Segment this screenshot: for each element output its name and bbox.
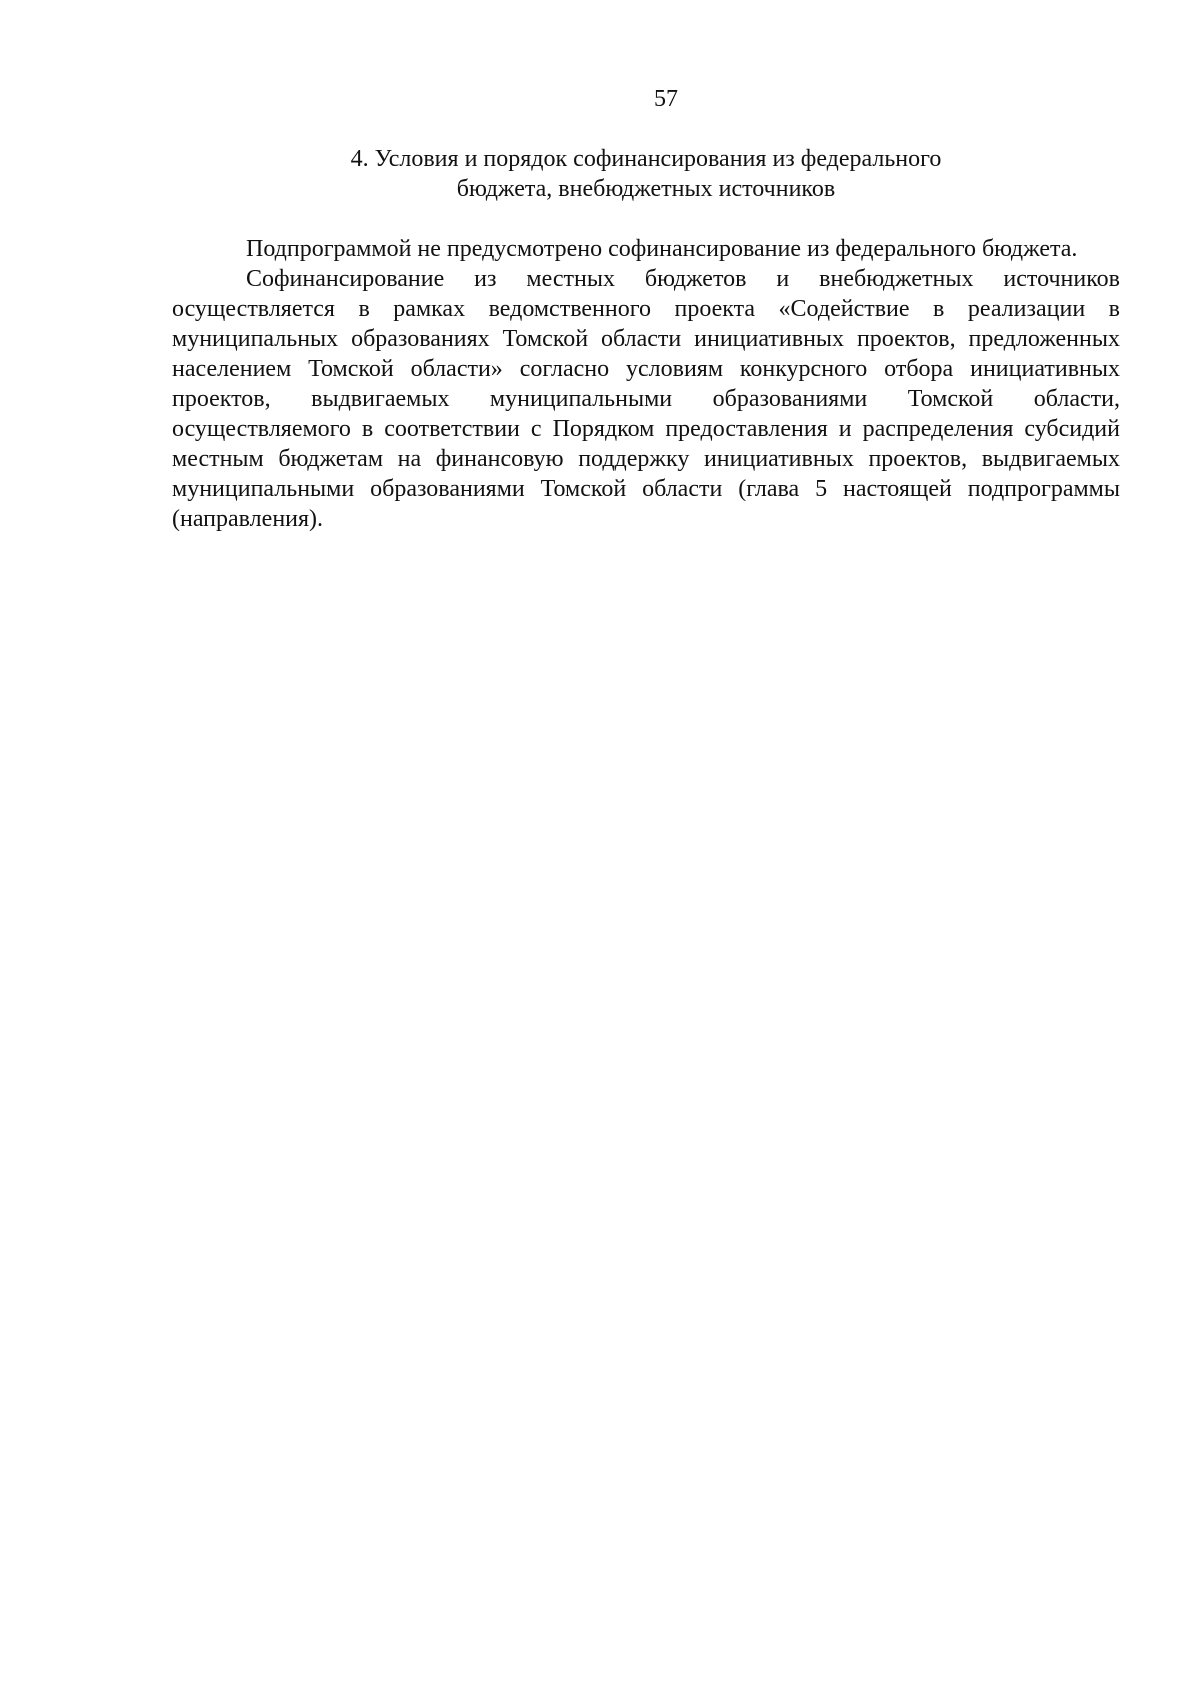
paragraph: Подпрограммой не предусмотрено софинансирование из федерального бюджета. — [246, 236, 1078, 262]
paragraph: Софинансирование из местных бюджетов и внебюджетных источников осуществляется в рамках ведомственного проекта «Содействие в реализации в муниципальных образованиях Томской области инициативных проектов, предложенных населением Томской области» согласно условиям конкурсного отбора инициативных проектов, выдвигаемых муниципальными образованиями Томской области, осуществляемого в соответствии с Порядком предоставления и распределения субсидий местным бюджетам на финансовую поддержку инициативных проектов, выдвигаемых муниципальными образованиями Томской области (глава 5 настоящей подпрограммы (направления). — [172, 266, 1120, 532]
section-title-line-2: бюджета, внебюджетных источников — [456, 176, 836, 202]
page-number: 57 — [654, 86, 678, 112]
section-title — [172, 144, 1120, 204]
body-text — [172, 234, 1120, 534]
section-title-line-1: 4. Условия и порядок софинансирования из федерального — [350, 146, 942, 172]
